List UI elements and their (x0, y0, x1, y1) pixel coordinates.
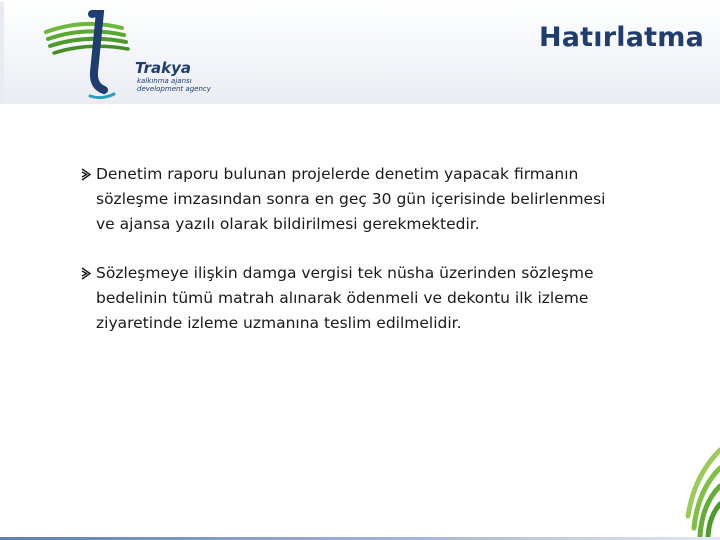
bullet-line: ve ajansa yazılı olarak bildirilmesi gerekmektedir. (96, 215, 480, 233)
bullet-item (80, 162, 680, 237)
logo-subtitle-tr: kalkınma ajansı (137, 77, 192, 85)
corner-leaves-decoration (650, 446, 720, 540)
bullet-list (80, 162, 680, 360)
bullet-item (80, 261, 680, 336)
bullet-line: Denetim raporu bulunan projelerde denetim yapacak firmanın (96, 165, 579, 183)
bullet-line: ziyaretinde izleme uzmanına teslim edilmelidir. (96, 314, 462, 332)
agency-logo (44, 10, 211, 100)
arrow-bullet-icon (80, 261, 92, 286)
arrow-bullet-icon (80, 162, 92, 187)
slide-header (0, 0, 720, 104)
bullet-line: bedelinin tümü matrah alınarak ödenmeli ve dekontu ilk izleme (96, 289, 589, 307)
logo-subtitle-en: development agency (137, 85, 211, 93)
header-edge (0, 2, 4, 102)
bullet-line: Sözleşmeye ilişkin damga vergisi tek nüsha üzerinden sözleşme (96, 264, 594, 282)
logo-name: Trakya (135, 59, 191, 77)
bullet-line: sözleşme imzasından sonra en geç 30 gün içerisinde belirlenmesi (96, 190, 606, 208)
slide-title: Hatırlatma (538, 22, 704, 53)
